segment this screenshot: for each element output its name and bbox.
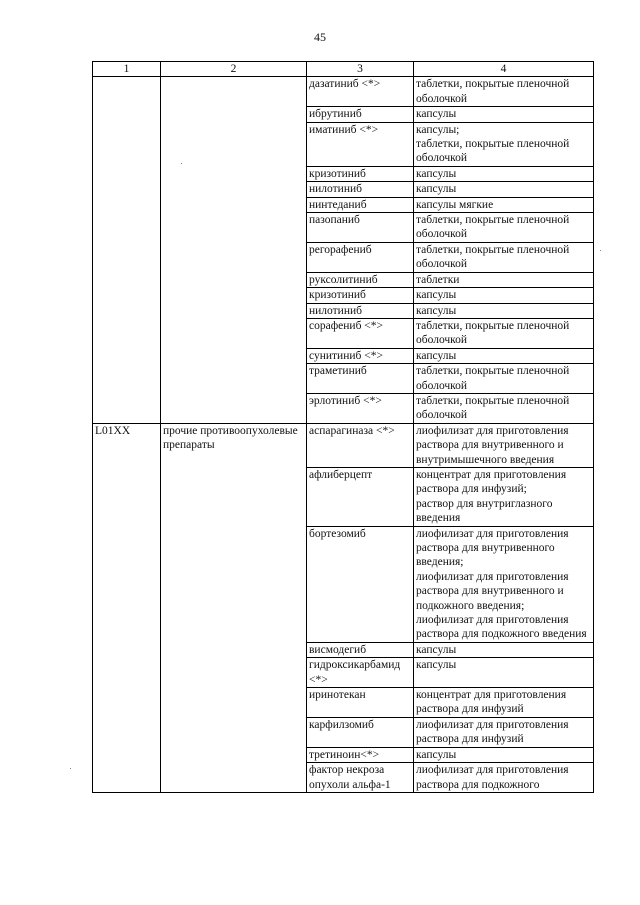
drug-name-cell: фактор некроза опухоли альфа-1 (307, 763, 414, 793)
drug-name-cell: кризотиниб (307, 288, 414, 303)
atc-code-cell: L01XX (93, 423, 161, 792)
dosage-form-cell: капсулы; таблетки, покрытые пленочной оболочкой (414, 122, 594, 166)
dosage-form-cell: концентрат для приготовления раствора для инфузий (414, 688, 594, 718)
drug-name-cell: ибрутиниб (307, 107, 414, 122)
dosage-form-cell: таблетки (414, 272, 594, 287)
header-col-2: 2 (161, 62, 307, 77)
drug-name-cell: бортезомиб (307, 526, 414, 642)
dosage-form-cell: лиофилизат для приготовления раствора для внутривенного и внутримышечного введения (414, 423, 594, 467)
drug-name-cell: аспарагиназа <*> (307, 423, 414, 467)
atc-group-name-cell: прочие противоопухолевые препараты (161, 423, 307, 792)
dosage-form-cell: капсулы (414, 182, 594, 197)
dosage-form-cell: таблетки, покрытые пленочной оболочкой (414, 364, 594, 394)
drug-name-cell: кризотиниб (307, 166, 414, 181)
table-row (93, 423, 594, 467)
drug-name-cell: третиноин<*> (307, 747, 414, 762)
table-header-row (93, 62, 594, 77)
drug-name-cell: руксолитиниб (307, 272, 414, 287)
drug-name-cell: афлиберцепт (307, 467, 414, 526)
drug-name-cell: иринотекан (307, 688, 414, 718)
drug-name-cell: пазопаниб (307, 213, 414, 243)
dosage-form-cell: таблетки, покрытые пленочной оболочкой (414, 318, 594, 348)
table-body-top (93, 77, 594, 423)
drug-name-cell: нинтеданиб (307, 197, 414, 212)
table-row (93, 77, 594, 107)
dosage-form-cell: лиофилизат для приготовления раствора для инфузий (414, 717, 594, 747)
dosage-form-cell: таблетки, покрытые пленочной оболочкой (414, 393, 594, 423)
header-col-3: 3 (307, 62, 414, 77)
dosage-form-cell: лиофилизат для приготовления раствора для подкожного (414, 763, 594, 793)
dosage-form-cell: лиофилизат для приготовления раствора для внутривенного введения; лиофилизат для приготовления раствора для внутривенного и подкожного введения; лиофилизат для приготовления раствора для подкожного введения (414, 526, 594, 642)
dosage-form-cell: капсулы (414, 642, 594, 657)
drug-name-cell: нилотиниб (307, 182, 414, 197)
drug-name-cell: сорафениб <*> (307, 318, 414, 348)
drug-name-cell: нилотиниб (307, 303, 414, 318)
dosage-form-cell: концентрат для приготовления раствора для инфузий; раствор для внутриглазного введения (414, 467, 594, 526)
page-number: 45 (314, 30, 326, 44)
header-col-4: 4 (414, 62, 594, 77)
drug-name-cell: сунитиниб <*> (307, 348, 414, 363)
dosage-form-cell: капсулы (414, 658, 594, 688)
drug-name-cell: дазатиниб <*> (307, 77, 414, 107)
dosage-form-cell: капсулы (414, 348, 594, 363)
dosage-form-cell: капсулы (414, 747, 594, 762)
table-body-bottom (93, 423, 594, 792)
drug-name-cell: висмодегиб (307, 642, 414, 657)
scan-speck (181, 163, 182, 164)
drug-name-cell: карфилзомиб (307, 717, 414, 747)
scan-speck (70, 768, 71, 769)
atc-code-cell (93, 77, 161, 423)
dosage-form-cell: таблетки, покрытые пленочной оболочкой (414, 77, 594, 107)
dosage-form-cell: капсулы мягкие (414, 197, 594, 212)
drug-name-cell: иматиниб <*> (307, 122, 414, 166)
drug-name-cell: траметиниб (307, 364, 414, 394)
drug-name-cell: эрлотиниб <*> (307, 393, 414, 423)
dosage-form-cell: капсулы (414, 166, 594, 181)
dosage-form-cell: капсулы (414, 288, 594, 303)
header-col-1: 1 (93, 62, 161, 77)
drug-table (92, 61, 594, 793)
atc-group-name-cell (161, 77, 307, 423)
drug-name-cell: регорафениб (307, 242, 414, 272)
dosage-form-cell: таблетки, покрытые пленочной оболочкой (414, 242, 594, 272)
dosage-form-cell: капсулы (414, 107, 594, 122)
dosage-form-cell: таблетки, покрытые пленочной оболочкой (414, 213, 594, 243)
scan-speck (600, 250, 601, 251)
dosage-form-cell: капсулы (414, 303, 594, 318)
drug-name-cell: гидроксикарбамид <*> (307, 658, 414, 688)
